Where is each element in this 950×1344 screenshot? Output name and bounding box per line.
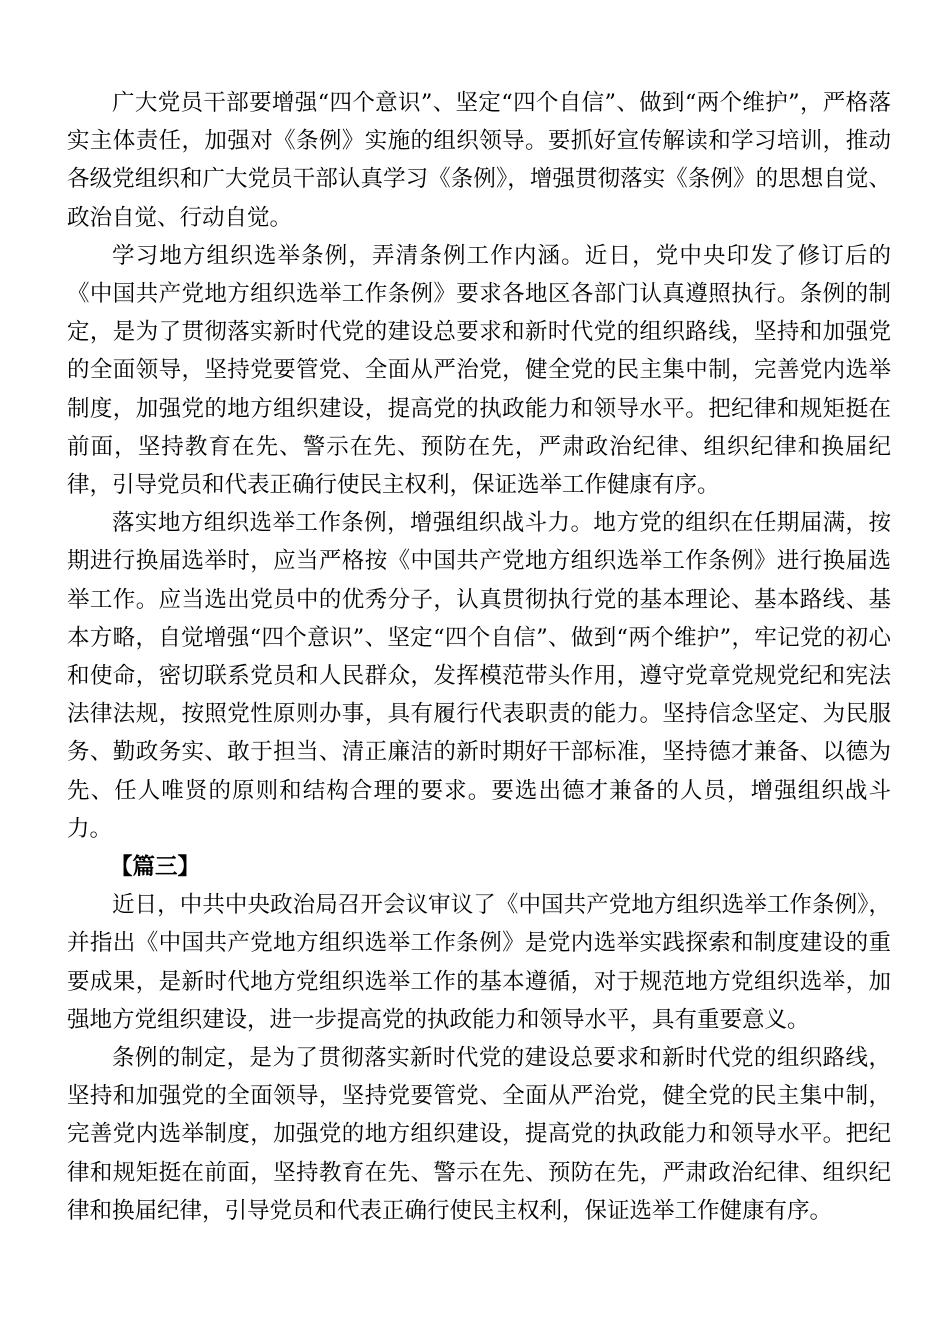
- paragraph-politburo-meeting: 近日，中共中央政治局召开会议审议了《中国共产党地方组织选举工作条例》，并指出《中国共产党地方组织选举工作条例》是党内选举实践探索和制度建设的重要成果，是新时代地方党组织选举工作的基本遵循，对于规范地方党组织选举，加强地方党组织建设，进一步提高党的执政能力和领导水平，具有重要意义。: [67, 892, 891, 1033]
- paragraph-study-election-regulations: 学习地方组织选举条例，弄清条例工作内涵。近日，党中央印发了修订后的《中国共产党地方组织选举工作条例》要求各地区各部门认真遵照执行。条例的制定，是为了贯彻落实新时代党的建设总要求和新时代党的组织路线，坚持和加强党的全面领导，坚持党要管党、全面从严治党，健全党的民主集中制，完善党内选举制度，加强党的地方组织建设，提高党的执政能力和领导水平。把纪律和规矩挺在前面，坚持教育在先、警示在先、预防在先，严肃政治纪律、组织纪律和换届纪律，引导党员和代表正确行使民主权利，保证选举工作健康有序。: [67, 242, 891, 499]
- paragraph-regulation-purpose: 条例的制定，是为了贯彻落实新时代党的建设总要求和新时代党的组织路线，坚持和加强党的全面领导，坚持党要管党、全面从严治党，健全党的民主集中制，完善党内选举制度，加强党的地方组织建设，提高党的执政能力和领导水平。把纪律和规矩挺在前面，坚持教育在先、警示在先、预防在先，严肃政治纪律、组织纪律和换届纪律，引导党员和代表正确行使民主权利，保证选举工作健康有序。: [67, 1045, 891, 1224]
- paragraph-implement-election-regulations: 落实地方组织选举工作条例，增强组织战斗力。地方党的组织在任期届满，按期进行换届选举时，应当严格按《中国共产党地方组织选举工作条例》进行换届选举工作。应当选出党员中的优秀分子，认真贯彻执行党的基本理论、基本路线、基本方略，自觉增强“四个意识”、坚定“四个自信”、做到“两个维护”，牢记党的初心和使命，密切联系党员和人民群众，发挥模范带头作用，遵守党章党规党纪和宪法法律法规，按照党性原则办事，具有履行代表职责的能力。坚持信念坚定、为民服务、勤政务实、敢于担当、清正廉洁的新时期好干部标准，坚持德才兼备、以德为先、任人唯贤的原则和结构合理的要求。要选出德才兼备的人员，增强组织战斗力。: [67, 510, 891, 842]
- document-body: [67, 84, 891, 1230]
- paragraph-strengthen-awareness: 广大党员干部要增强“四个意识”、坚定“四个自信”、做到“两个维护”，严格落实主体责任，加强对《条例》实施的组织领导。要抓好宣传解读和学习培训，推动各级党组织和广大党员干部认真学习《条例》，增强贯彻落实《条例》的思想自觉、政治自觉、行动自觉。: [67, 90, 891, 231]
- section-heading-part-three: 【篇三】: [110, 854, 201, 881]
